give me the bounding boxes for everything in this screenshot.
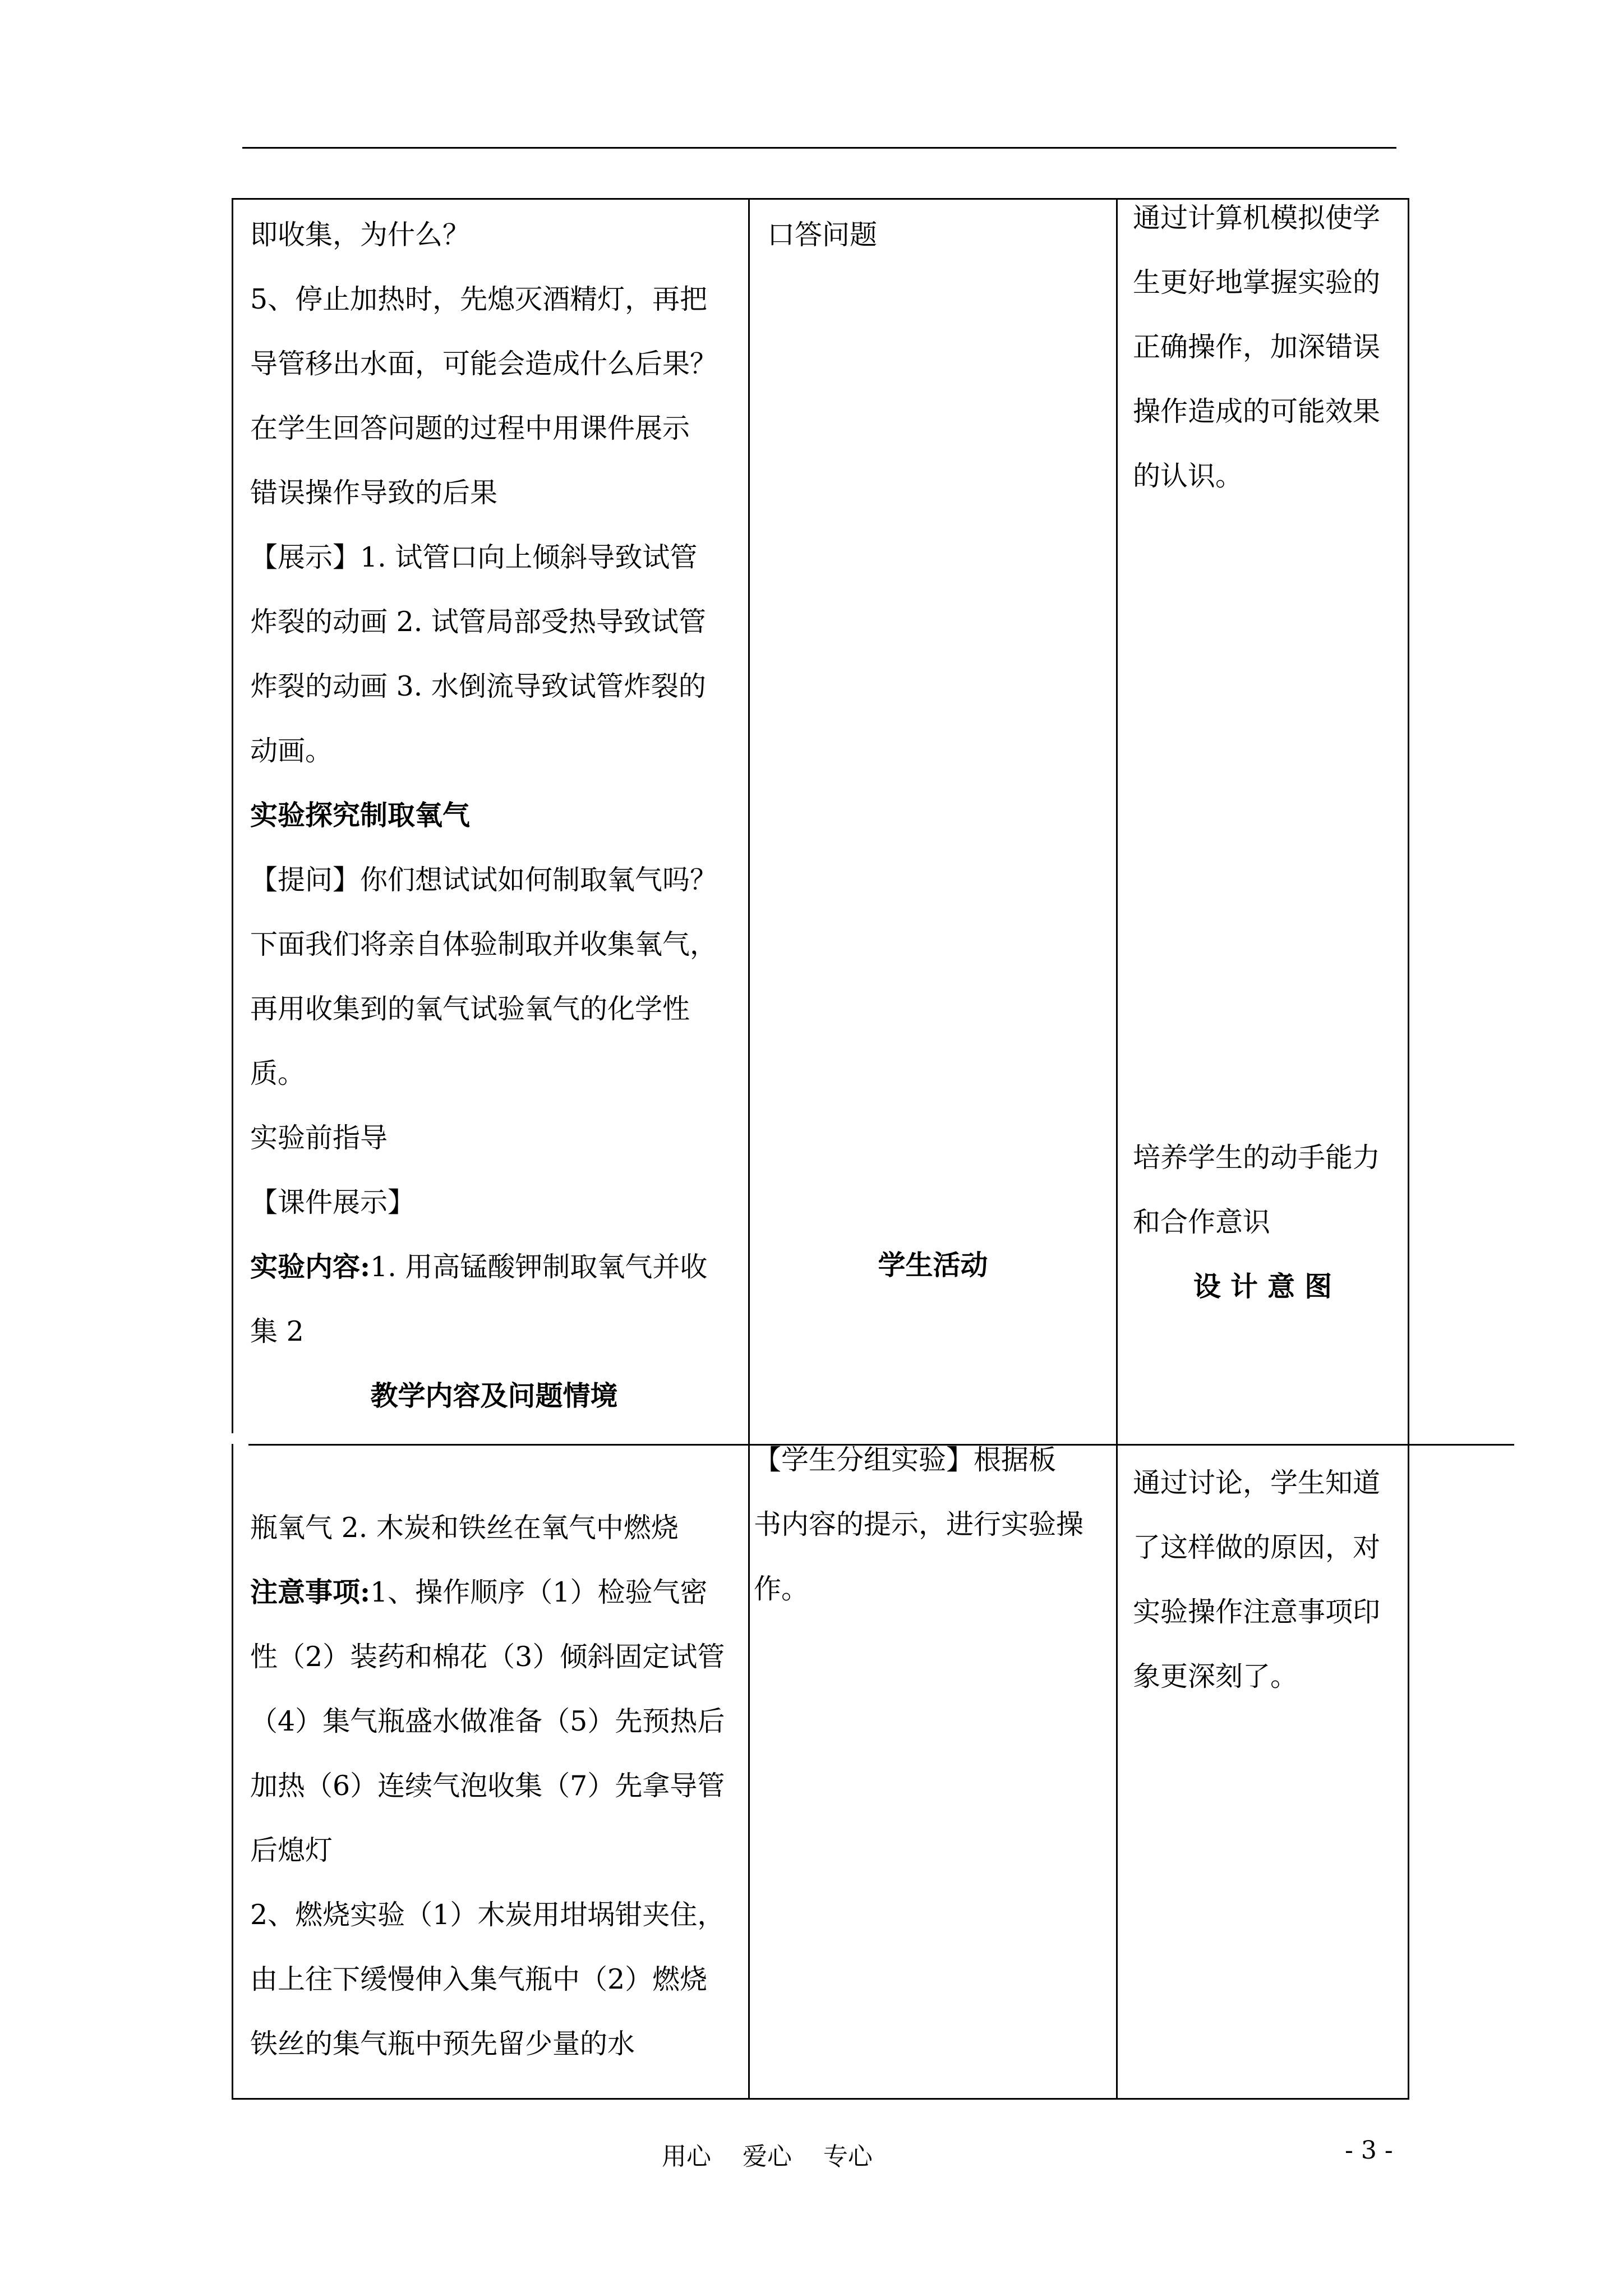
text-line: 实验操作注意事项印 xyxy=(1133,1596,1381,1628)
text-line: 实验前指导 xyxy=(250,1122,388,1154)
text-line: 性（2）装药和棉花（3）倾斜固定试管 xyxy=(250,1641,725,1673)
text-line: 了这样做的原因，对 xyxy=(1133,1531,1381,1563)
text-line: 【展示】1. 试管口向上倾斜导致试管 xyxy=(250,541,698,573)
content-text: 1. 用高锰酸钾制取氧气并收 xyxy=(370,1251,708,1283)
text-line: （4）集气瓶盛水做准备（5）先预热后 xyxy=(250,1705,725,1737)
column-header-text: 学生活动 xyxy=(878,1249,988,1281)
text-line: 和合作意识 xyxy=(1133,1206,1271,1238)
text-line: 即收集，为什么？ xyxy=(250,219,471,251)
text-line: 操作造成的可能效果 xyxy=(1133,395,1381,427)
column-header-activity xyxy=(750,1233,1116,1297)
header-rule xyxy=(242,147,1396,149)
text-line: 下面我们将亲自体验制取并收集氧气， xyxy=(250,928,718,960)
text-line: 质。 xyxy=(250,1057,306,1089)
table1-col3-lower xyxy=(1133,1125,1402,1254)
text-line: 的认识。 xyxy=(1133,460,1243,492)
content-label: 实验内容: xyxy=(250,1250,371,1283)
text-line: 作。 xyxy=(754,1573,809,1605)
text-line: 【课件展示】 xyxy=(250,1186,416,1218)
text-line: 铁丝的集气瓶中预先留少量的水 xyxy=(250,2028,635,2060)
table1-col1 xyxy=(250,203,738,1428)
text-line: 瓶氧气 2. 木炭和铁丝在氧气中燃烧 xyxy=(250,1512,679,1544)
text-line: 导管移出水面，可能会造成什么后果？ xyxy=(250,348,718,380)
table2-left-border xyxy=(232,1444,233,2100)
table1-col2-answer xyxy=(767,203,1104,267)
text-line: 书内容的提示，进行实验操 xyxy=(754,1508,1084,1540)
table1-right-border xyxy=(1408,198,1409,2100)
text-line: 后熄灯 xyxy=(250,1834,333,1866)
text-line: 再用收集到的氧气试验氧气的化学性 xyxy=(250,993,690,1025)
table2-col1 xyxy=(250,1496,738,2076)
text-line: 由上往下缓慢伸入集气瓶中（2）燃烧 xyxy=(250,1963,708,1995)
text-line: 【学生分组实验】根据板 xyxy=(754,1444,1057,1476)
text-line: 加热（6）连续气泡收集（7）先拿导管 xyxy=(250,1770,725,1802)
section-heading: 实验探究制取氧气 xyxy=(250,799,471,831)
column-header-intent xyxy=(1118,1254,1408,1319)
text-line: 集 2 xyxy=(250,1315,304,1347)
table1-col3 xyxy=(1133,186,1402,508)
footer-motto: 用心 爱心 专心 xyxy=(662,2142,873,2171)
notes-label: 注意事项: xyxy=(250,1576,371,1608)
text-line: 生更好地掌握实验的 xyxy=(1133,266,1381,298)
table1-divider-2 xyxy=(1116,198,1118,2100)
text-line: 炸裂的动画 3. 水倒流导致试管炸裂的 xyxy=(250,670,706,702)
text-line: 炸裂的动画 2. 试管局部受热导致试管 xyxy=(250,606,706,638)
table1-left-border xyxy=(232,198,233,1433)
column-header-text: 设 计 意 图 xyxy=(1193,1270,1332,1303)
page-number: - 3 - xyxy=(1345,2136,1393,2165)
text-line: 口答问题 xyxy=(767,219,878,251)
column-header-content: 教学内容及问题情境 xyxy=(370,1379,618,1412)
table2-col2 xyxy=(754,1428,1113,1621)
text-line: 正确操作，加深错误 xyxy=(1133,331,1381,363)
text-line: 5、停止加热时，先熄灭酒精灯，再把 xyxy=(250,283,708,315)
text-line: 通过讨论，学生知道 xyxy=(1133,1467,1381,1499)
table2-col3 xyxy=(1133,1451,1402,1709)
text-line: 动画。 xyxy=(250,735,333,767)
text-line: 象更深刻了。 xyxy=(1133,1660,1298,1692)
text-line: 错误操作导致的后果 xyxy=(250,477,498,509)
text-line: 在学生回答问题的过程中用课件展示 xyxy=(250,412,690,444)
table2-bottom-border xyxy=(232,2098,1409,2100)
notes-line xyxy=(250,1560,738,1625)
experiment-content-line xyxy=(250,1235,738,1299)
text-line: 【提问】你们想试试如何制取氧气吗？ xyxy=(250,864,718,896)
notes-text: 1、操作顺序（1）检验气密 xyxy=(370,1576,708,1608)
text-line: 培养学生的动手能力 xyxy=(1133,1142,1381,1174)
text-line: 通过计算机模拟使学 xyxy=(1133,202,1381,234)
table1-divider-1 xyxy=(748,198,750,2100)
text-line: 2、燃烧实验（1）木炭用坩埚钳夹住， xyxy=(250,1899,725,1931)
